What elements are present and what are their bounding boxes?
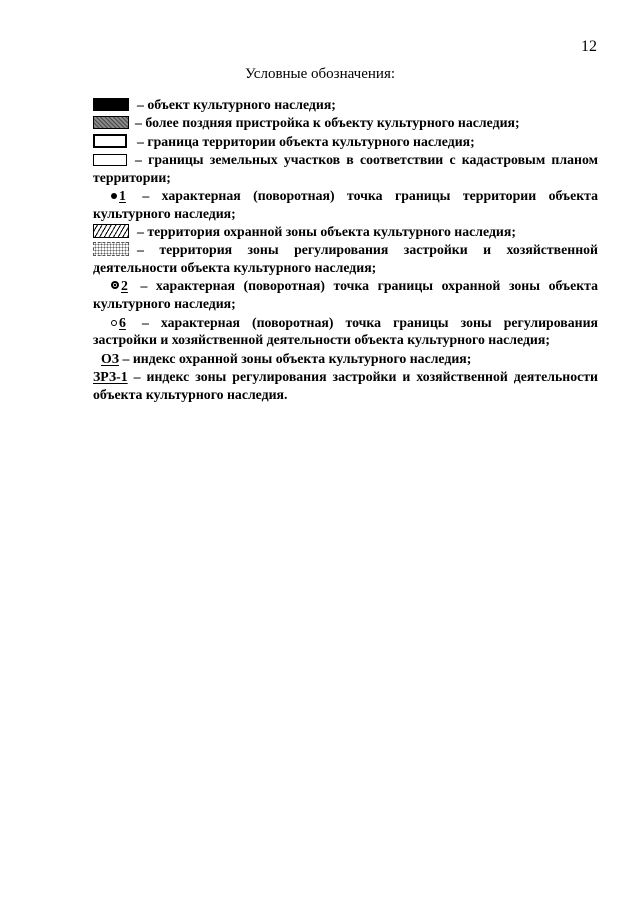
legend-item-text: – характерная (поворотная) точка границы охранной зоны объекта культурного наследия; — [93, 278, 598, 312]
zone-index-label: ОЗ — [101, 350, 120, 366]
legend-item-regulation-zone — [93, 241, 598, 277]
legend-item-territory-point — [93, 187, 598, 223]
legend-item-later-extension — [93, 114, 598, 132]
hatched-fill-symbol — [93, 224, 129, 238]
protection-zone-point-marker — [103, 277, 128, 295]
legend-item-protection-zone-index — [93, 350, 598, 368]
legend-item-text: – территория охранной зоны объекта культурного наследия; — [137, 224, 516, 240]
legend-item-protection-zone — [93, 223, 598, 241]
filled-dot-icon — [111, 193, 117, 199]
thick-outline-rect-symbol — [93, 134, 127, 148]
legend-item-text: – индекс охранной зоны объекта культурного наследия; — [122, 350, 472, 366]
legend-item-territory-boundary — [93, 133, 598, 151]
dotted-fill-symbol — [93, 242, 129, 256]
thin-outline-rect-symbol — [93, 154, 127, 166]
ringed-dot-icon — [111, 281, 119, 289]
territory-point-marker — [103, 187, 126, 205]
legend-item-text: – объект культурного наследия; — [137, 97, 336, 112]
regulation-zone-point-marker — [103, 314, 126, 332]
legend-item-text: – характерная (поворотная) точка границы территории объекта культурного наследия; — [93, 187, 598, 221]
point-number: 1 — [119, 187, 126, 203]
legend-title: Условные обозначения: — [244, 66, 396, 82]
zone-index-label: ЗРЗ-1 — [93, 368, 128, 384]
legend-item-text: – более поздняя пристройка к объекту культурного наследия; — [135, 115, 520, 131]
legend-item-regulation-zone-index — [93, 368, 598, 404]
legend-item-text: – территория зоны регулирования застройки и хозяйственной деятельности объекта культурного наследия; — [93, 242, 598, 276]
legend-item-heritage-object — [93, 96, 598, 114]
legend-list — [93, 96, 598, 404]
gray-textured-fill-symbol — [93, 116, 129, 129]
legend-item-text: – граница территории объекта культурного наследия; — [137, 133, 475, 149]
legend-item-land-parcel-boundaries — [93, 151, 598, 187]
legend-item-regulation-zone-point — [93, 314, 598, 350]
legend-item-text: – индекс зоны регулирования застройки и хозяйственной деятельности объекта культурного наследия. — [93, 368, 598, 402]
point-number: 6 — [119, 314, 126, 330]
page-number: 12 — [581, 38, 597, 55]
legend-item-text: – границы земельных участков в соответствии с кадастровым планом территории; — [93, 151, 598, 185]
point-number: 2 — [121, 278, 128, 294]
legend-item-protection-zone-point — [93, 277, 598, 313]
hollow-dot-icon — [111, 320, 117, 326]
legend-item-text: – характерная (поворотная) точка границы зоны регулирования застройки и хозяйственной деятельности объекта культурного наследия; — [93, 314, 598, 348]
solid-black-fill-symbol — [93, 98, 129, 111]
